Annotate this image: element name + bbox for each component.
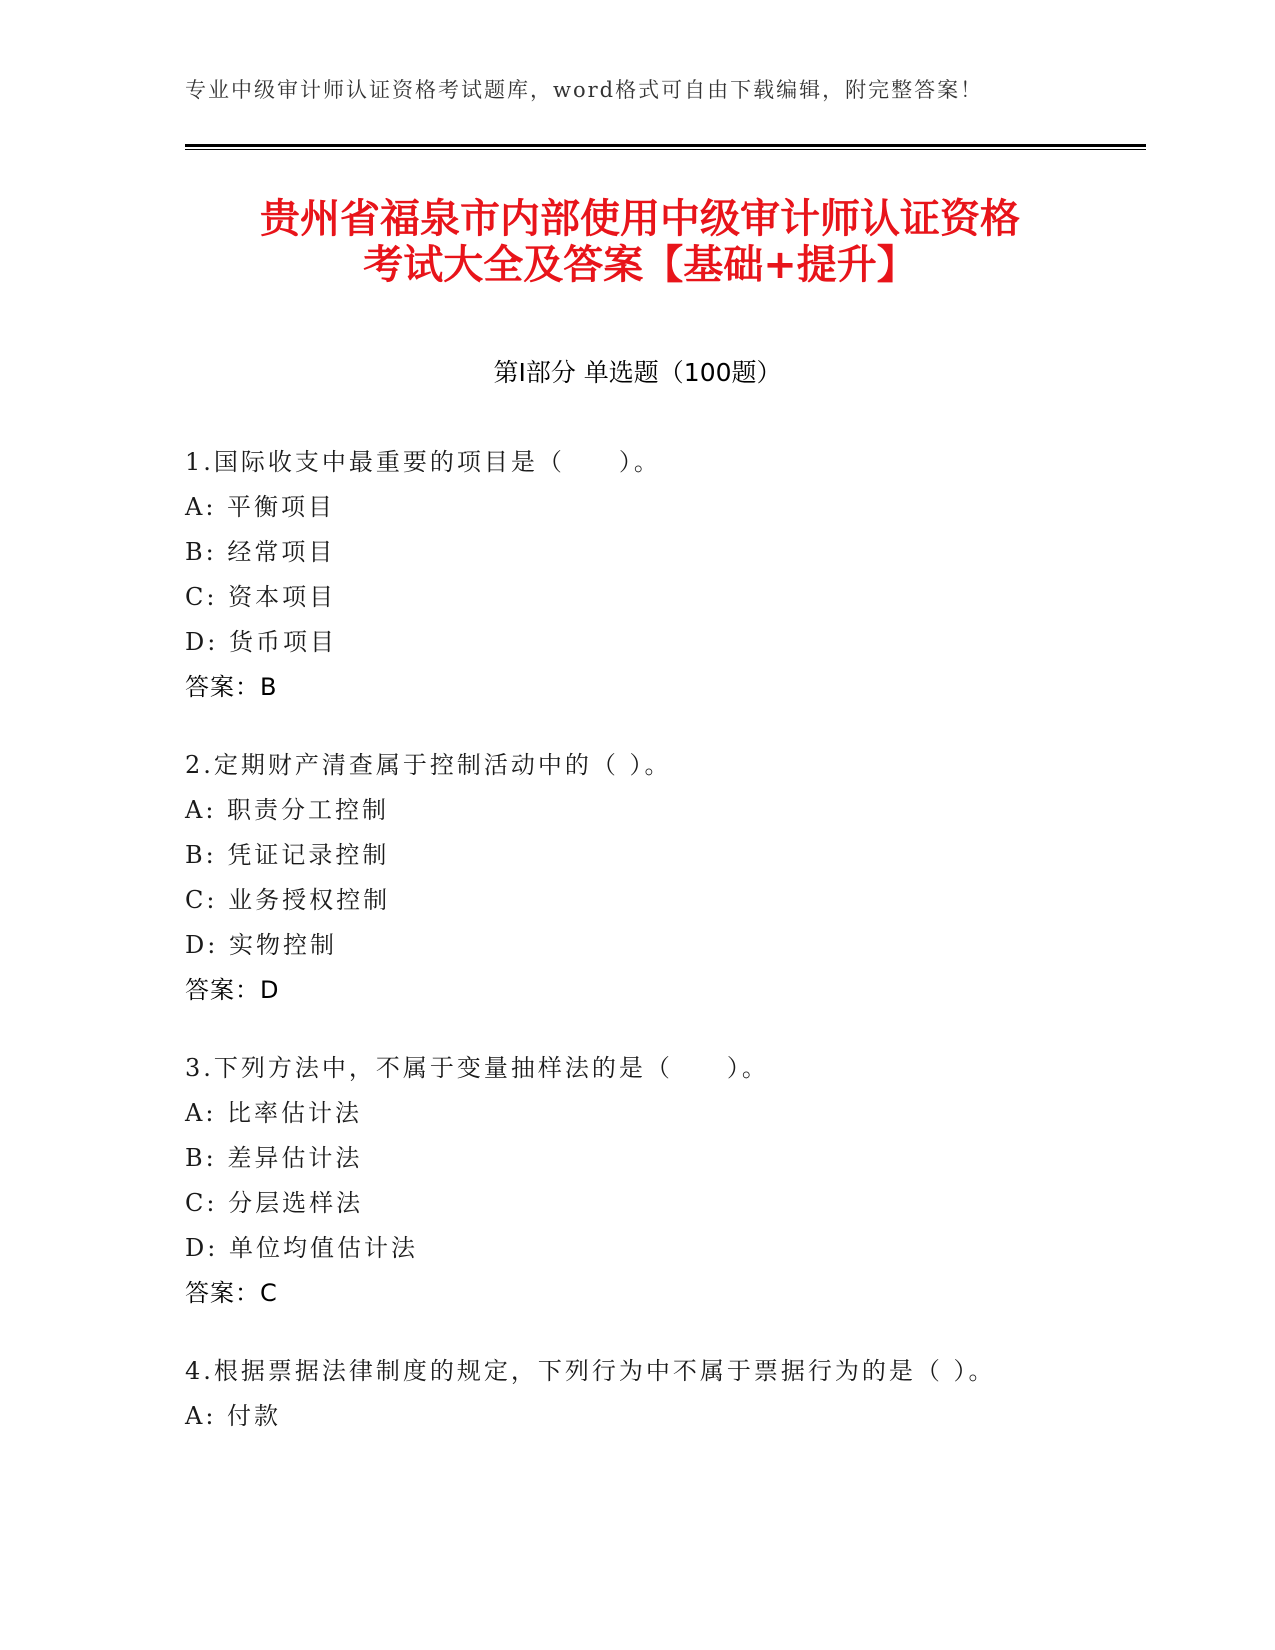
answer: 答案：D	[185, 976, 280, 1004]
question-2	[185, 743, 1145, 1013]
document-title-line-1: 贵州省福泉市内部使用中级审计师认证资格	[260, 196, 1020, 242]
question-stem: 4.根据票据法律制度的规定，下列行为中不属于票据行为的是（ ）。	[185, 1357, 996, 1385]
option-d: D: 货币项目	[185, 628, 337, 656]
question-1	[185, 440, 1145, 710]
option-c: C: 分层选样法	[185, 1189, 364, 1217]
header-rule-thick	[185, 144, 1146, 147]
question-3	[185, 1046, 1145, 1316]
option-b: B: 凭证记录控制	[185, 841, 390, 869]
question-stem: 3.下列方法中，不属于变量抽样法的是（ ）。	[185, 1054, 769, 1082]
question-stem: 1.国际收支中最重要的项目是（ ）。	[185, 448, 661, 476]
document-title-line-2: 考试大全及答案【基础+提升】	[363, 242, 917, 288]
option-a: A: 平衡项目	[185, 493, 336, 521]
option-c: C: 资本项目	[185, 583, 337, 611]
document-title	[160, 196, 1120, 288]
question-stem: 2.定期财产清查属于控制活动中的（ ）。	[185, 751, 672, 779]
option-a: A: 付款	[185, 1402, 282, 1430]
header-rule-thin	[185, 149, 1146, 150]
section-title: 第Ⅰ部分 单选题（100题）	[493, 358, 782, 387]
option-b: B: 差异估计法	[185, 1144, 363, 1172]
question-4	[185, 1349, 1145, 1439]
option-b: B: 经常项目	[185, 538, 336, 566]
answer: 答案：B	[185, 673, 278, 701]
question-list	[185, 440, 1145, 1472]
option-d: D: 单位均值估计法	[185, 1234, 418, 1262]
option-a: A: 职责分工控制	[185, 796, 390, 824]
answer: 答案：C	[185, 1279, 278, 1307]
option-a: A: 比率估计法	[185, 1099, 363, 1127]
header-note: 专业中级审计师认证资格考试题库，word格式可自由下载编辑，附完整答案！	[185, 78, 984, 102]
option-c: C: 业务授权控制	[185, 886, 391, 914]
option-d: D: 实物控制	[185, 931, 337, 959]
